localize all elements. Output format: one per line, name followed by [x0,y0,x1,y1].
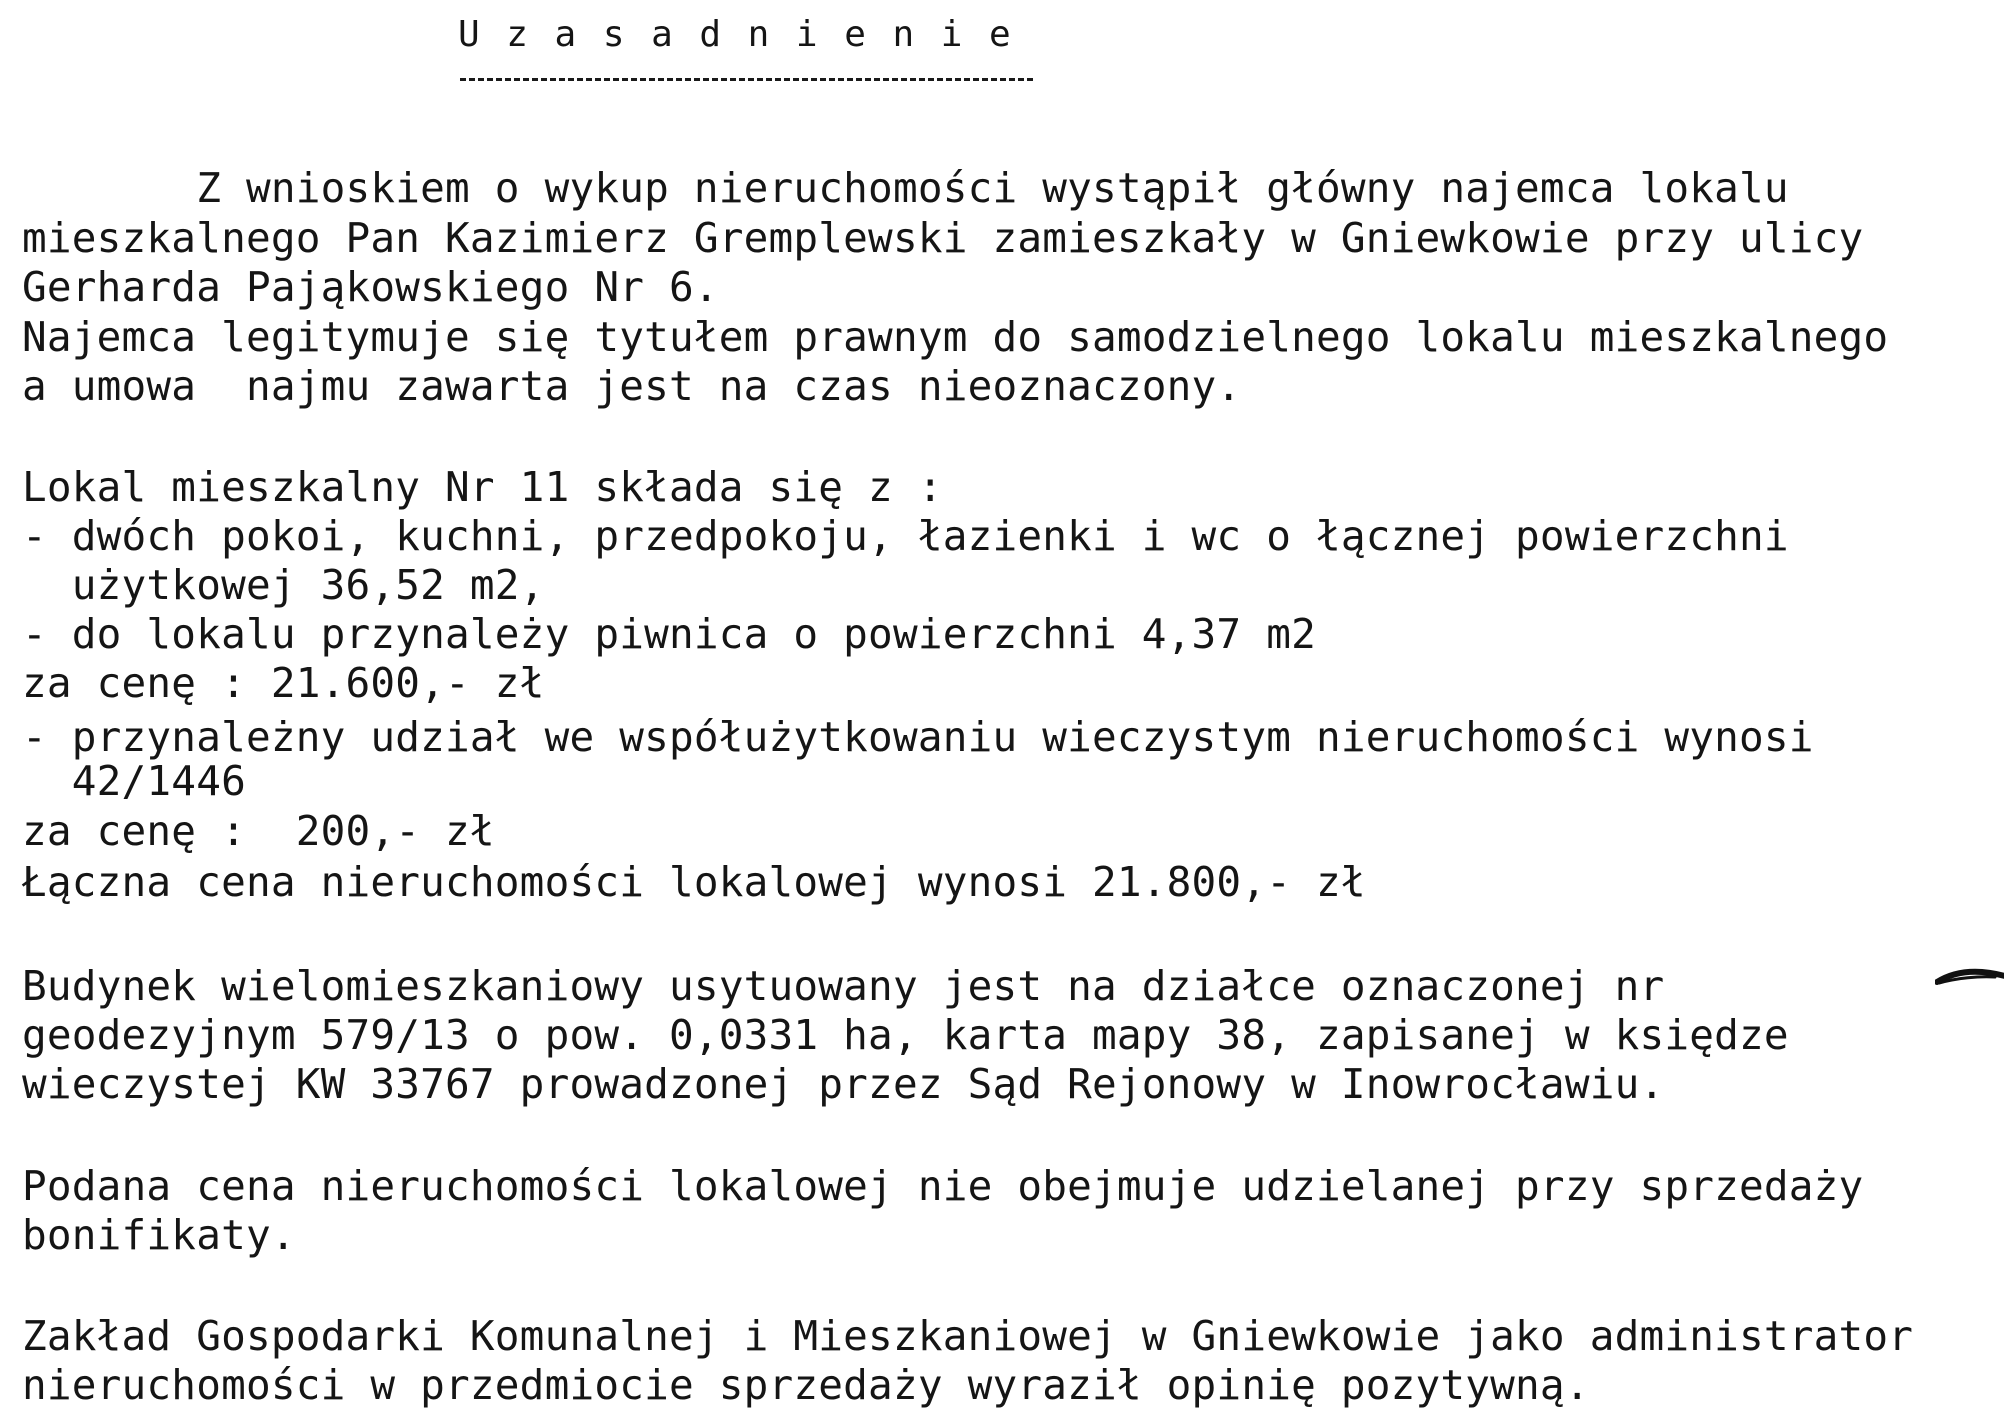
text-line: - dwóch pokoi, kuchni, przedpokoju, łazienki i wc o łącznej powierzchni [22,512,1789,560]
text-line: geodezyjnym 579/13 o pow. 0,0331 ha, karta mapy 38, zapisanej w księdze [22,1011,1789,1059]
text-line: Podana cena nieruchomości lokalowej nie obejmuje udzielanej przy sprzedaży [22,1162,1864,1210]
text-line: - przynależny udział we współużytkowaniu wieczystym nieruchomości wynosi [22,713,1814,761]
text-line: mieszkalnego Pan Kazimierz Gremplewski zamieszkały w Gniewkowie przy ulicy [22,214,1864,262]
document-title: Uzasadnienie [458,14,1038,55]
text-line: Z wnioskiem o wykup nieruchomości wystąpił główny najemca lokalu [22,164,1789,212]
text-line: za cenę : 200,- zł [22,807,495,855]
text-line: bonifikaty. [22,1211,296,1259]
text-line: a umowa najmu zawarta jest na czas nieoznaczony. [22,362,1242,410]
pen-mark [1935,964,2004,990]
text-line: wieczystej KW 33767 prowadzonej przez Sąd Rejonowy w Inowrocławiu. [22,1060,1665,1108]
text-line: Budynek wielomieszkaniowy usytuowany jest na działce oznaczonej nr [22,962,1665,1010]
text-line: użytkowej 36,52 m2, [22,561,545,609]
title-underline [460,78,1033,81]
text-line: Gerharda Pająkowskiego Nr 6. [22,263,719,311]
text-line: za cenę : 21.600,- zł [22,659,545,707]
text-line: 42/1446 [22,757,246,805]
text-line: - do lokalu przynależy piwnica o powierzchni 4,37 m2 [22,610,1316,658]
text-line: nieruchomości w przedmiocie sprzedaży wyraził opinię pozytywną. [22,1361,1590,1409]
text-line: Łączna cena nieruchomości lokalowej wynosi 21.800,- zł [22,858,1366,906]
text-line: Lokal mieszkalny Nr 11 składa się z : [22,463,943,511]
text-line: Najemca legitymuje się tytułem prawnym do samodzielnego lokalu mieszkalnego [22,313,1889,361]
text-line: Zakład Gospodarki Komunalnej i Mieszkaniowej w Gniewkowie jako administrator [22,1312,1914,1360]
